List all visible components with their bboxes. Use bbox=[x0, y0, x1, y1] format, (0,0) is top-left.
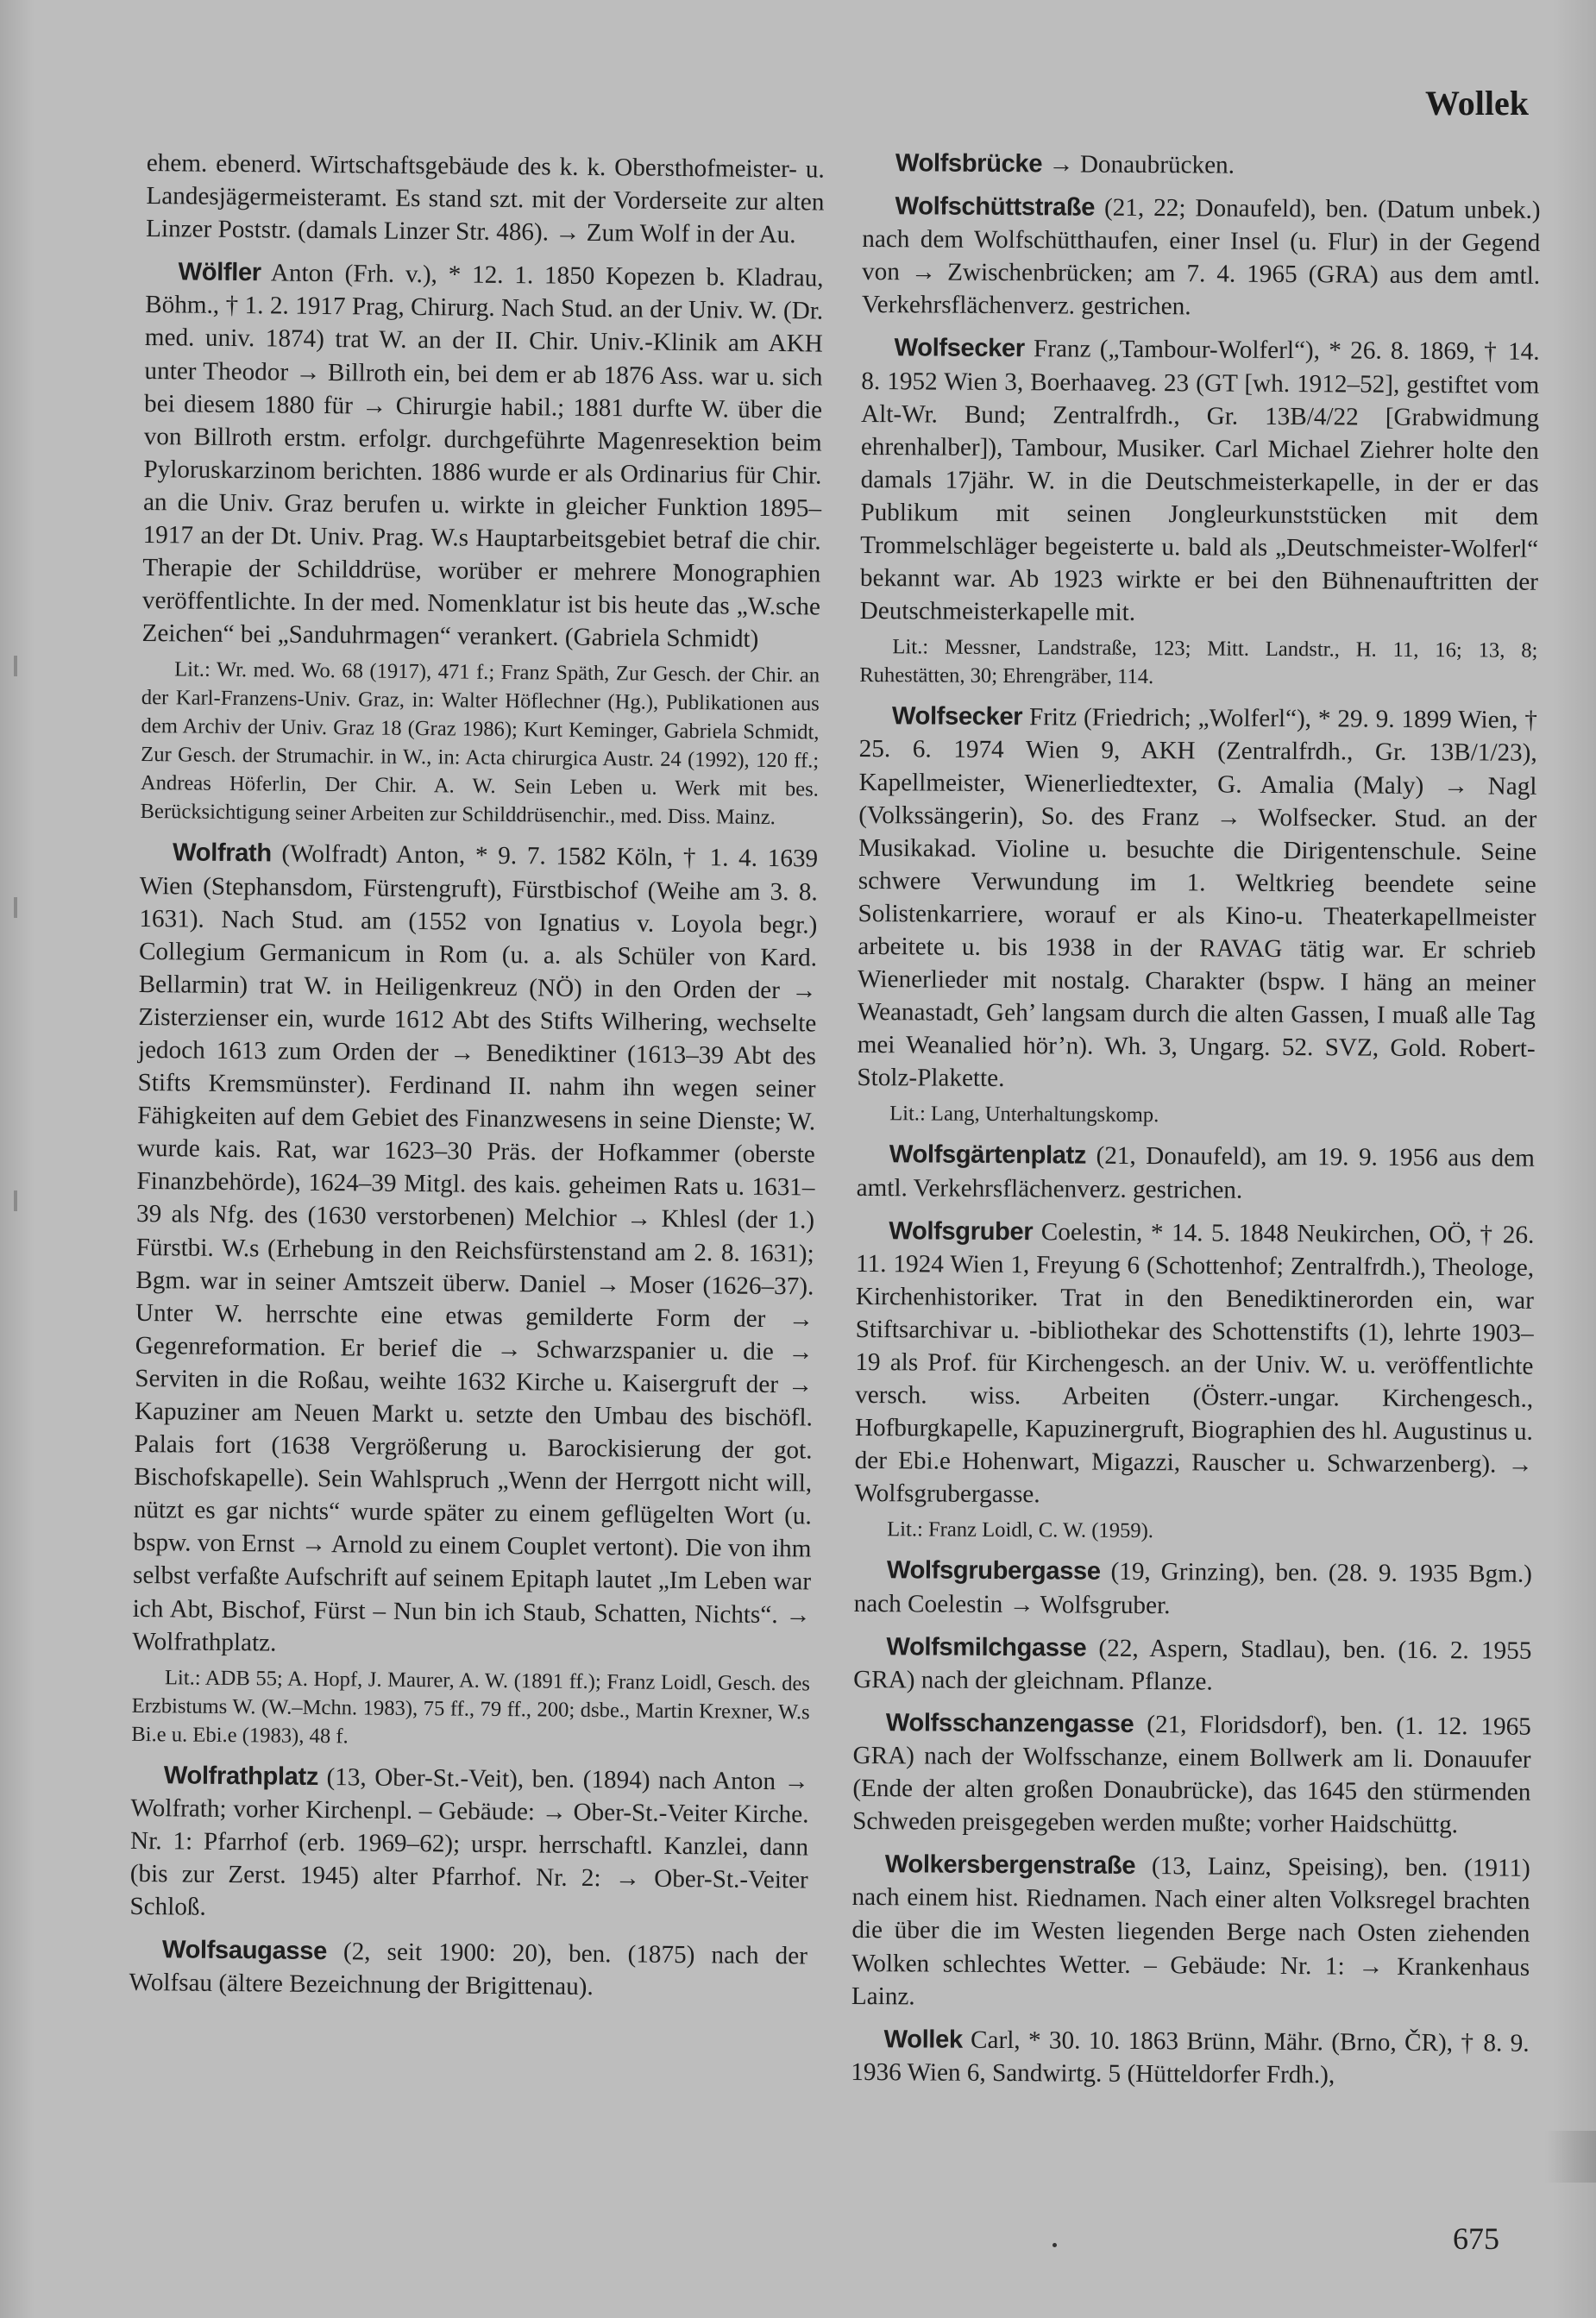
entry-text: (13, Ober-St.-Veit), ben. (1894) nach Anton → Wolfrath; vorher Kirchenpl. – Gebäude: → Ober-St.-Veiter Kirche. Nr. 1: Pfarrhof (erb. 1969–62); urspr. herrschaftl. Kanzlei, dann (bis zur Zerst. 1945) alter Pfarrhof. Nr. 2: → Ober-St.-Veiter Schloß. bbox=[129, 1762, 809, 1921]
entry-headword: Wolkersbergenstraße bbox=[884, 1850, 1136, 1881]
literature-note: Lit.: ADB 55; A. Hopf, J. Maurer, A. W. (1891 ff.); Franz Loidl, Gesch. des Erzbistums W. (W.–Mchn. 1983), 75 ff., 79 ff., 200; dsbe., Martin Krexner, W.s Bi.e u. Ebi.e (1983), 48 f. bbox=[131, 1666, 811, 1749]
literature-note: Lit.: Messner, Landstraße, 123; Mitt. Landstr., H. 11, 16; 13, 8; Ruhestätten, 30; Ehrengräber, 114. bbox=[859, 635, 1538, 689]
lexicon-entry bbox=[132, 836, 818, 1664]
entry-text: (21, 22; Donaufeld), ben. (Datum unbek.) nach dem Wolfschütthaufen, einer Insel (u. Flur) in der Gegend von → Zwischenbrücken; am 7. 4. 1965 (GRA) aus dem amtl. Verkehrsflächenverz. gestrichen. bbox=[861, 193, 1541, 321]
entry-text: → Donaubrücken. bbox=[1042, 150, 1235, 179]
running-head: Wollek bbox=[1424, 84, 1529, 122]
lexicon-entry bbox=[129, 1933, 807, 2006]
lexicon-entry bbox=[857, 700, 1537, 1098]
lexicon-entry bbox=[851, 2023, 1529, 2093]
lexicon-entry bbox=[862, 190, 1541, 325]
literature-note: Lit.: Franz Loidl, C. W. (1959). bbox=[887, 1517, 1154, 1543]
entry-headword: Wolfschüttstraße bbox=[895, 192, 1096, 222]
entry-headword: Wolfsaugasse bbox=[161, 1936, 328, 1966]
entry-headword: Wolfrathplatz bbox=[163, 1762, 319, 1791]
left-column bbox=[129, 147, 825, 2016]
entry-headword: Wolfsecker bbox=[891, 702, 1023, 732]
margin-mark bbox=[14, 897, 17, 918]
entry-headword: Wolfrath bbox=[172, 839, 272, 868]
lexicon-entry bbox=[860, 331, 1540, 631]
entry-text: Anton (Frh. v.), * 12. 1. 1850 Kopezen b. Kladrau, Böhm., † 1. 2. 1917 Prag, Chirurg. Nach Stud. an der Univ. W. (Dr. med. univ. 1874) trat W. an der II. Chir. Univ.-Klinik am AKH unter Theodor → Billroth ein, bei dem er ab 1876 Ass. war u. sich bei diesem 1880 für → Chirurgie habil.; 1881 durfte W. über die von Billroth erstm. erfolgr. durchgeführte Magenresektion beim Pyloruskarzinom berichten. 1886 wurde er als Ordinarius für Chir. an die Univ. Graz berufen u. wirkte in gleicher Funktion 1895–1917 an der Dt. Univ. Prag. W.s Hauptarbeitsgebiet betraf die chir. Therapie der Schilddrüse, worüber er mehrere Monographien veröffentlichte. In der med. Nomenklatur ist bis heute das „W.sche Zeichen“ bei „Sanduhrmagen“ verankert. (Gabriela Schmidt) bbox=[141, 259, 824, 654]
entry-text: Fritz (Friedrich; „Wolferl“), * 29. 9. 1899 Wien, † 25. 6. 1974 Wien 9, AKH (Zentralfrdh., Gr. 13B/1/23), Kapellmeister, Wienerliedtexter, G. Amalia (Maly) → Nagl (Volkssängerin), So. des Franz → Wolfsecker. Stud. an der Musikakad. Violine u. besuchte die Dirigentenschule. Seine schwere Verwundung im 1. Weltkrieg beendete seine Solistenkarriere, worauf er als Kino-u. Theaterkapellmeister arbeitete u. bis 1938 in der RAVAG tätig war. Er schrieb Wienerlieder mit nostalg. Charakter (bspw. I häng an meiner Weanastadt, Geh’ langsam durch die alten Gassen, I muaß alle Tag mei Weanalied hör’n). Wh. 3, Ungarg. 52. SVZ, Gold. Robert-Stolz-Plakette. bbox=[857, 703, 1538, 1093]
entry-text: (Wolfradt) Anton, * 9. 7. 1582 Köln, † 1. 4. 1639 Wien (Stephansdom, Fürstengruft), Fürstbischof (Weihe am 3. 8. 1631). Nach Stud. am (1552 von Ignatius v. Loyola begr.) Collegium Germanicum in Rom (u. a. als Schüler von Kard. Bellarmin) trat W. in Heiligenkreuz (NÖ) in den Orden der → Zisterzienser ein, wurde 1612 Abt des Stifts Wilhering, wechselte jedoch 1613 zum Orden der → Benediktiner (1613–39 Abt des Stifts Kremsmünster). Ferdinand II. nahm ihn wegen seiner Fähigkeiten auf dem Gebiet des Finanzwesens in seine Dienste; W. wurde kais. Rat, war 1623–30 Präs. der Hofkammer (oberste Finanzbehörde), 1624–39 Mitgl. des kais. geheimen Rats u. 1631–39 als Nfg. des (1630 verstorbenen) Melchior → Khlesl (der 1.) Fürstbi. W.s (Erhebung in den Reichsfürstenstand am 2. 8. 1631); Bgm. war in seiner Amtszeit überw. Daniel → Moser (1626–37). Unter W. herrschte eine etwas gemilderte Form der → Gegenreformation. Er berief die → Schwarzspanier u. die → Serviten in die Roßau, weihte 1632 Kirche u. Kaisergruft der → Kapuziner am Neuen Markt u. setzte den Umbau des bischöfl. Palais fort (1638 Vergrößerung u. Barockisierung der got. Bischofskapelle). Sein Wahlspruch „Wenn der Herrgott nicht will, nützt es gar nichts“ wurde später zu einem geflügelten Wort (u. bspw. von Ernst → Arnold zu einem Couplet vertont). Die von ihm selbst verfaßte Aufschrift auf seinem Epitaph lautet „Im Leben war ich Abt, Bischof, Fürst – Nun bin ich Staub, Schatten, Nichts“. → Wolfrathplatz. bbox=[132, 839, 819, 1657]
literature-note: Lit.: Lang, Unterhaltungskomp. bbox=[889, 1102, 1159, 1128]
entry-headword: Wolfsschanzengasse bbox=[885, 1709, 1134, 1738]
entry-text: (21, Floridsdorf), ben. (1. 12. 1965 GRA) nach der Wolfsschanze, einem Bollwerk am li. Donauufer (Ende der alten großen Donaubrücke), das 1645 den stürmenden Schweden preisgegeben werden mußte; vorher Haidschüttg. bbox=[852, 1710, 1531, 1839]
entry-headword: Wollek bbox=[883, 2025, 963, 2054]
entry-headword: Wolfsmilchgasse bbox=[886, 1632, 1087, 1662]
entry-headword: Wolfsgruber bbox=[889, 1216, 1034, 1246]
entry-text: (22, Aspern, Stadlau), ben. (16. 2. 1955 GRA) nach der gleichnam. Pflanze. bbox=[853, 1634, 1532, 1696]
lexicon-entry bbox=[129, 1759, 809, 1930]
entry-text: (19, Grinzing), ben. (28. 9. 1935 Bgm.) nach Coelestin → Wolfsgruber. bbox=[853, 1558, 1533, 1619]
entry-headword: Wölfler bbox=[178, 258, 261, 287]
margin-mark bbox=[14, 656, 17, 676]
lexicon-entry bbox=[141, 255, 823, 656]
bleed-through-mark bbox=[1544, 2131, 1596, 2183]
lexicon-entry bbox=[854, 1554, 1532, 1624]
lexicon-entry bbox=[852, 1706, 1531, 1842]
lexicon-entry bbox=[857, 1138, 1535, 1208]
entry-text: Franz („Tambour-Wolferl“), * 26. 8. 1869, † 14. 8. 1952 Wien 3, Boerhaaveg. 23 (GT [wh. 1912–52], gestiftet vom Alt-Wr. Bund; Zentralfrdh., Gr. 13B/4/22 [Grabwidmung ehrenhalber]), Tambour, Musiker. Carl Michael Ziehrer holte den damals 17jähr. W. in die Deutschmeisterkapelle, in der er das Publikum mit seinen Jongleurkunststücken mit dem Trommelschläger begeisterte u. bald als „Deutschmeister-Wolferl“ bekannt war. Ab 1923 wirkte er bei den Bühnenauftritten der Deutschmeisterkapelle mit. bbox=[859, 335, 1540, 627]
margin-mark bbox=[14, 1190, 17, 1211]
right-column bbox=[851, 147, 1541, 2103]
page-number: 675 bbox=[1453, 2221, 1499, 2256]
entry-headword: Wolfsecker bbox=[894, 334, 1025, 363]
entry-text: (2, seit 1900: 20), ben. (1875) nach der Wolfsau (ältere Bezeichnung der Brigittenau). bbox=[129, 1938, 808, 2001]
entry-continuation: ehem. ebenerd. Wirtschaftsgebäude des k. k. Obersthofmeister- u. Landesjägermeisteramt. Es stand szt. mit der Vorderseite zur alten Linzer Poststr. (damals Linzer Str. 486). → Zum Wolf in der Au. bbox=[145, 148, 825, 249]
lexicon-entry bbox=[863, 147, 1541, 184]
print-speck bbox=[1052, 2243, 1057, 2247]
lexicon-entry bbox=[853, 1630, 1531, 1700]
lexicon-entry bbox=[851, 1848, 1530, 2016]
entry-text: Carl, * 30. 10. 1863 Brünn, Mähr. (Brno, ČR), † 8. 9. 1936 Wien 6, Sandwirtg. 5 (Hütteldorfer Frdh.), bbox=[851, 2026, 1530, 2089]
entry-text: (21, Donaufeld), am 19. 9. 1956 aus dem amtl. Verkehrsflächenverz. gestrichen. bbox=[856, 1142, 1535, 1204]
entry-headword: Wolfsgärtenplatz bbox=[889, 1140, 1087, 1171]
literature-note: Lit.: Wr. med. Wo. 68 (1917), 471 f.; Franz Späth, Zur Gesch. der Chir. an der Karl-Franzens-Univ. Graz, in: Walter Höflechner (Hg.), Publikationen aus dem Archiv der Univ. Graz 18 (Graz 1986); Kurt Keminger, Gabriela Schmidt, Zur Gesch. der Strumachir. in W., in: Acta chirurgica Austr. 24 (1992), 120 ff.; Andreas Höferlin, Der Chir. A. W. Sein Leben u. Werk mit bes. Berücksichtigung seiner Arbeiten zur Schilddrüsenchir., med. Diss. Mainz. bbox=[140, 657, 820, 830]
entry-text: Coelestin, * 14. 5. 1848 Neukirchen, OÖ, † 26. 11. 1924 Wien 1, Freyung 6 (Schottenhof; Zentralfrdh.), Theologe, Kirchenhistoriker. Trat in den Benediktinerorden ein, war Stiftsarchivar u. -bibliothekar des Schottenstifts (1), lehrte 1903–19 als Prof. für Kirchengesch. an der Univ. W. u. veröffentlichte versch. wiss. Arbeiten (Österr.-ungar. Kirchengesch., Hofburgkapelle, Kapuzinergruft, Biographien des hl. Augustinus u. der Ebi.e Hohenwart, Migazzi, Rauscher u. Schwarzenberg). → Wolfsgrubergasse. bbox=[854, 1217, 1535, 1509]
lexicon-entry bbox=[854, 1215, 1534, 1515]
entry-headword: Wolfsbrücke bbox=[895, 149, 1043, 179]
entry-text: (13, Lainz, Speising), ben. (1911) nach einem hist. Riednamen. Nach einer alten Volksregel brachten die über die im Westen liegenden Berge nach Osten ziehenden Wolken schlechtes Wetter. – Gebäude: Nr. 1: → Krankenhaus Lainz. bbox=[851, 1852, 1530, 2011]
entry-headword: Wolfsgrubergasse bbox=[886, 1556, 1101, 1586]
